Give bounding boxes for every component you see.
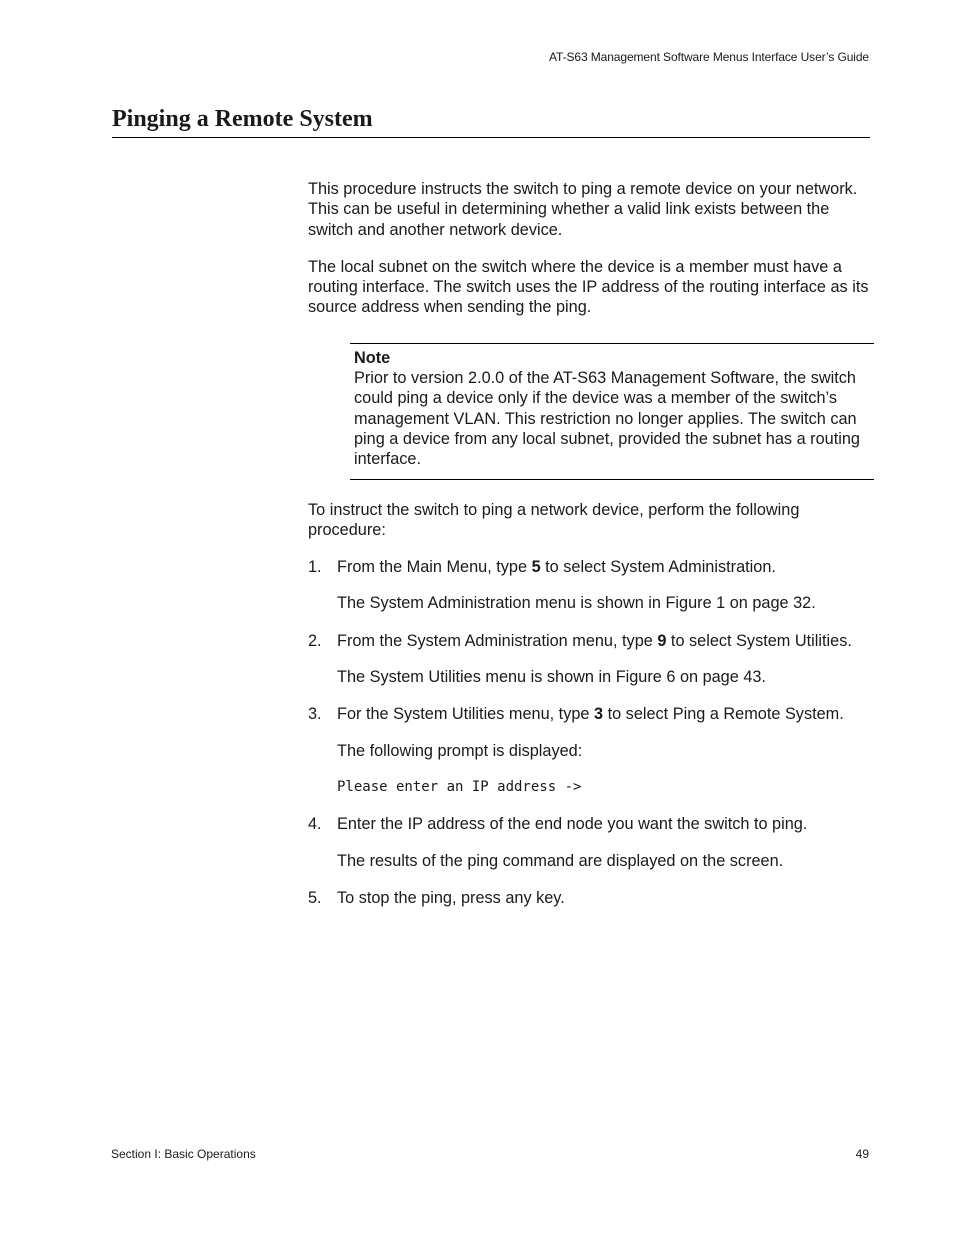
note-text: Prior to version 2.0.0 of the AT-S63 Management Software, the switch could ping a device only if the device was a member of the switch’s management VLAN. This restriction no longer applies. The switch can ping a device from any local subnet, provided the subnet has a routing interface. [354,369,860,469]
section-title: Pinging a Remote System [112,106,870,138]
step-result: The results of the ping command are displayed on the screen. [337,851,784,870]
step-item: 2. From the System Administration menu, type 9 to select System Utilities. The System Utilities menu is shown in Figure 6 on page 43. [308,631,873,688]
procedure-intro: To instruct the switch to ping a network device, perform the following procedure: [308,500,800,539]
step-number: 1. [308,558,322,577]
step-item: 4. Enter the IP address of the end node you want the switch to ping. The results of the ping command are displayed on the screen. [308,814,873,871]
note-title: Note [354,348,391,367]
footer-section: Section I: Basic Operations [111,1147,256,1161]
menu-key: 5 [531,558,541,577]
step-item: 5. To stop the ping, press any key. [308,888,565,907]
step-item: 3. For the System Utilities menu, type 3 to select Ping a Remote System. The following prompt is displayed: Please enter an IP address -> [308,704,873,797]
step-result: The System Utilities menu is shown in Figure 6 on page 43. [337,668,766,687]
subnet-paragraph: The local subnet on the switch where the device is a member must have a routing interface. The switch uses the IP address of the routing interface as its source address when sending the ping. [308,257,869,317]
procedure-steps [308,557,873,908]
main-content [308,179,873,925]
step-result: The System Administration menu is shown in Figure 1 on page 32. [337,594,816,613]
prompt-code: Please enter an IP address -> [337,778,582,795]
note-box [350,343,874,480]
intro-paragraph: This procedure instructs the switch to ping a remote device on your network. This can be useful in determining whether a valid link exists between the switch and another network device. [308,180,858,239]
step-item: 1. From the Main Menu, type 5 to select System Administration. The System Administration menu is shown in Figure 1 on page 32. [308,557,873,614]
running-header: AT-S63 Management Software Menus Interface User’s Guide [549,50,869,64]
step-number: 2. [308,631,322,650]
step-number: 5. [308,888,322,907]
menu-key: 9 [657,631,667,650]
page-number: 49 [855,1147,869,1161]
step-number: 3. [308,705,322,724]
menu-key: 3 [593,705,604,724]
step-number: 4. [308,815,322,834]
step-result: The following prompt is displayed: [337,741,583,760]
